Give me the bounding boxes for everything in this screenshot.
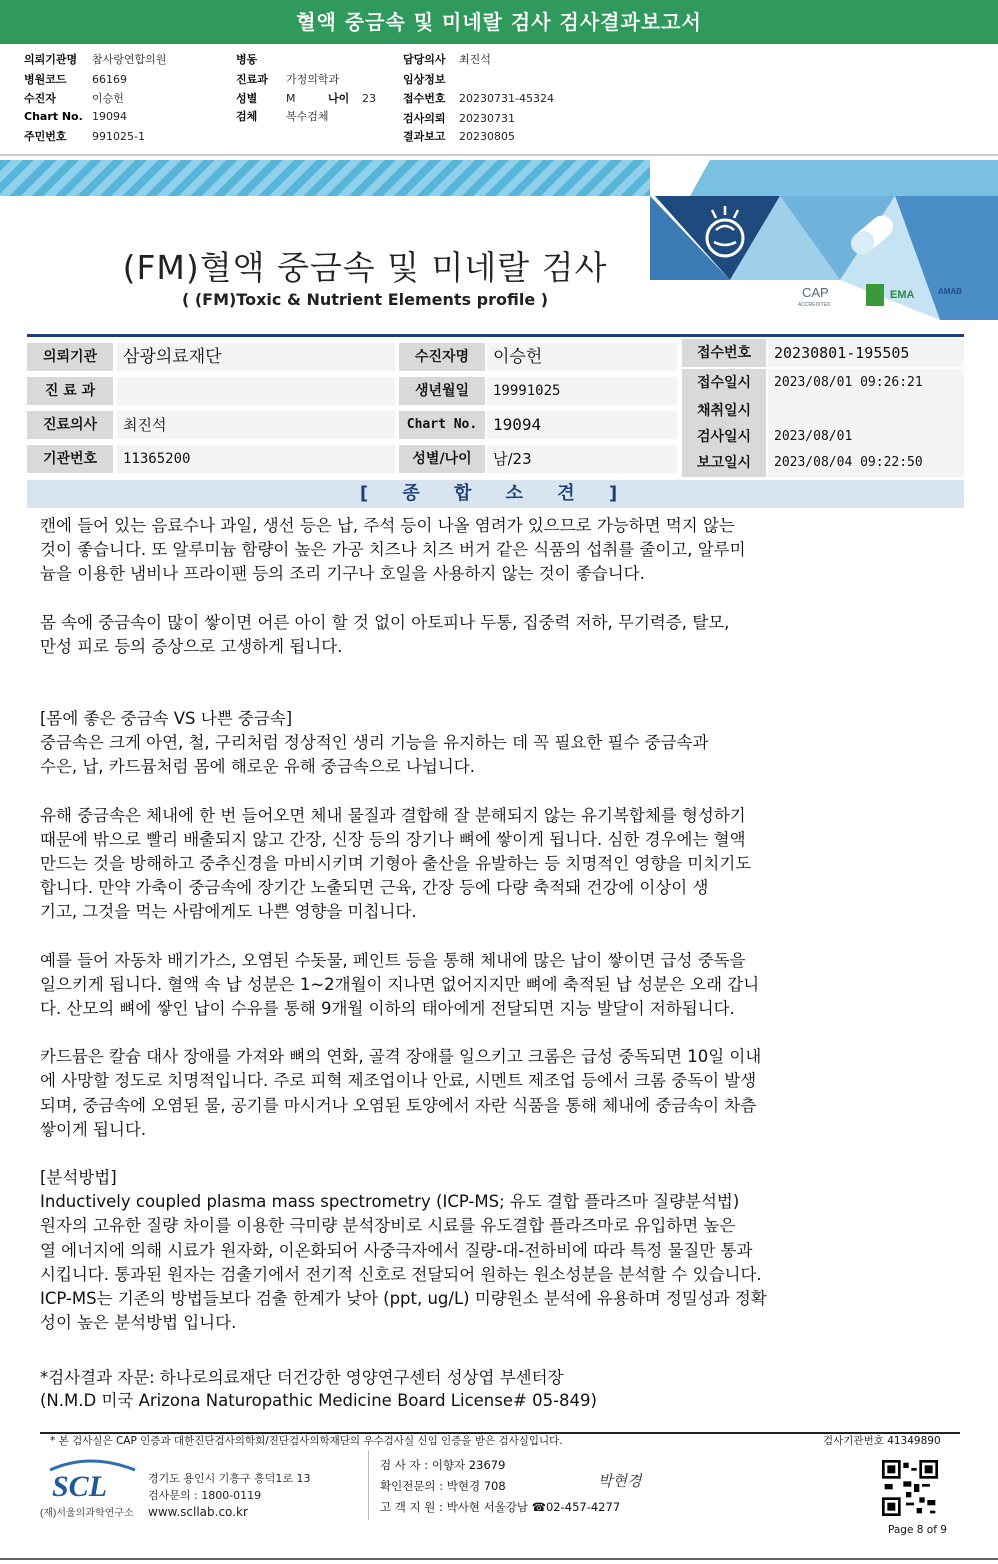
label-org-no: 기관번호 — [27, 445, 113, 473]
paragraph: 몸 속에 중금속이 많이 쌓이면 어른 아이 할 것 없이 아토피나 두통, 집중력 저하, 무기력증, 탈모, 만성 피로 등의 증상으로 고생하게 됩니다. — [40, 612, 730, 656]
value-test-date: 2023/08/01 — [768, 423, 964, 451]
label-receipt-time: 접수일시 — [682, 369, 766, 397]
value-sex-age: 남/23 — [487, 445, 677, 473]
support-info: 고 객 지 원 : 박사현 서울강남 ☎02-457-4277 — [380, 1500, 621, 1514]
report-title: (FM)혈액 중금속 및 미네랄 검사 — [122, 248, 608, 287]
header-patient: 수진자 이승헌 — [24, 92, 124, 105]
summary-body — [40, 514, 880, 1335]
value-patient: 이승헌 — [487, 343, 677, 371]
paragraph: 예를 들어 자동차 배기가스, 오염된 수돗물, 페인트 등을 통해 체내에 많은 납이 쌓이면 급성 중독을 일으키게 됩니다. 혈액 속 납 성분은 1~2개월이 지나면 없어지지만 뼈에 축적된 납 성분은 오래 갑니 다. 산모의 뼈에 쌓인 납이 수유를 통해 9개월 이하의 태아에게 전달되면 지능 발달이 저하됩니다. — [40, 950, 760, 1019]
value-receipt-no: 20230801-195505 — [768, 339, 964, 367]
header-doctor: 담당의사 최진석 — [403, 53, 491, 66]
label-receipt-no: 접수번호 — [682, 339, 766, 367]
paragraph: [몸에 좋은 중금속 VS 나쁜 중금속] 중금속은 크게 아연, 철, 구리처럼 정상적인 생리 기능을 유지하는 데 꼭 필요한 필수 중금속과 수은, 납, 카드뮴처럼 몸에 해로운 유해 중금속으로 나뉩니다. — [40, 709, 709, 777]
amab-logo: AMAB — [938, 287, 962, 296]
scl-logo — [40, 1450, 140, 1520]
label-doctor: 진료의사 — [27, 411, 113, 439]
header-result-report: 결과보고 20230805 — [403, 130, 515, 143]
header-specimen: 검체 복수검체 — [236, 110, 329, 123]
header-sex: 성별 M — [236, 92, 296, 105]
certification-note: * 본 검사실은 CAP 인증과 대한진단검사의학회/진단검사의학재단의 우수검사실 신임 인증을 받은 검사실입니다. — [50, 1435, 563, 1447]
lab-website[interactable]: www.scllab.co.kr — [148, 1505, 248, 1519]
consult-note — [40, 1366, 920, 1412]
label-dept: 진 료 과 — [27, 377, 113, 405]
paragraph: 캔에 들어 있는 음료수나 과일, 생선 등은 납, 주석 등이 나올 염려가 있으므로 가능하면 먹지 않는 것이 좋습니다. 또 알루미늄 함량이 높은 가공 치즈나 치즈 버거 같은 식품의 섭취를 줄이고, 알루미 늄을 이용한 냄비나 프라이팬 등의 조리 기구나 호일을 사용하지 않는 것이 좋습니다. — [40, 516, 746, 584]
header-resident-no: 주민번호 991025-1 — [24, 130, 145, 143]
label-report-date: 보고일시 — [682, 449, 766, 477]
value-doctor: 최진석 — [117, 411, 395, 439]
footer-separator — [368, 1450, 369, 1520]
value-birth: 19991025 — [487, 377, 677, 405]
report-subtitle: ( (FM)Toxic & Nutrient Elements profile ) — [181, 290, 549, 309]
svg-text:(재)서울의과학연구소: (재)서울의과학연구소 — [40, 1508, 134, 1519]
header-ward: 병동 — [236, 53, 258, 66]
qr-code[interactable] — [882, 1460, 938, 1516]
header-requester: 의뢰기관명 참사랑연합의원 — [24, 53, 167, 66]
ema-logo: EMA — [890, 289, 915, 301]
header-clinical-info: 임상정보 — [403, 73, 446, 86]
cap-logo-sub: ACCREDITED — [798, 302, 831, 308]
svg-text:SCL: SCL — [52, 1470, 108, 1503]
value-collect — [768, 397, 964, 425]
cap-logo: CAP — [802, 285, 829, 300]
request-header — [0, 44, 998, 156]
value-dept — [117, 377, 395, 405]
patient-info-table — [27, 334, 964, 474]
consult-line: *검사결과 자문: 하나로의료재단 더건강한 영양연구센터 성상엽 부센터장 — [40, 1368, 564, 1387]
lm-logo — [866, 284, 884, 306]
report-banner: 혈액 중금속 및 미네랄 검사 검사결과보고서 — [0, 0, 998, 44]
page-bottom-border — [0, 1558, 998, 1560]
paragraph: 카드뮴은 칼슘 대사 장애를 가져와 뼈의 연화, 골격 장애를 일으키고 크롬은 급성 중독되면 10일 이내 에 사망할 정도로 치명적입니다. 주로 피혁 제조업이나 안료, 시멘트 제조업 등에서 크롬 중독이 발생 되며, 중금속에 오염된 물, 공기를 마시거나 오염된 토양에서 자란 식품을 통해 체내에 중금속이 차츰 쌓이게 됩니다. — [40, 1047, 762, 1139]
summary-heading: [ 종 합 소 견 ] — [27, 480, 964, 508]
value-report-date: 2023/08/04 09:22:50 — [768, 449, 964, 477]
lab-org-number: 검사기관번호 41349890 — [823, 1435, 941, 1447]
decorative-stripe — [0, 160, 660, 196]
header-hospital-code: 병원코드 66169 — [24, 73, 127, 86]
label-patient: 수진자명 — [399, 343, 485, 371]
label-birth: 생년월일 — [399, 377, 485, 405]
header-test-request: 검사의뢰 20230731 — [403, 112, 515, 125]
consult-license: (N.M.D 미국 Arizona Naturopathic Medicine Board License# 05-849) — [40, 1391, 597, 1410]
value-requester: 삼광의료재단 — [117, 343, 395, 371]
paragraph: 유해 중금속은 체내에 한 번 들어오면 체내 물질과 결합해 잘 분해되지 않는 유기복합체를 형성하기 때문에 밖으로 빨리 배출되지 않고 간장, 신장 등의 장기나 뼈에 쌓이게 됩니다. 심한 경우에는 혈액 만드는 것을 방해하고 중추신경을 마비시키며 기형아 출산을 유발하는 등 치명적인 영향을 미치기도 합니다. 만약 가축이 중금속에 장기간 노출되면 근육, 간장 등에 다량 축적돼 건강에 이상이 생 기고, 그것을 먹는 사람에게도 나쁜 영향을 미칩니다. — [40, 805, 752, 922]
label-requester: 의뢰기관 — [27, 343, 113, 371]
header-dept: 진료과 가정의학과 — [236, 73, 340, 86]
label-sex-age: 성별/나이 — [399, 445, 485, 473]
label-collect: 채취일시 — [682, 397, 766, 425]
tester-info: 검 사 자 : 이향자 23679 — [380, 1458, 506, 1472]
value-receipt-time: 2023/08/01 09:26:21 — [768, 369, 964, 397]
header-chart: Chart No. 19094 — [24, 110, 127, 123]
paragraph: [분석방법] Inductively coupled plasma mass spectrometry (ICP-MS; 유도 결합 플라즈마 질량분석법) 원자의 고유한 질량 차이를 이용한 극미량 분석장비로 시료를 유도결합 플라즈마로 유입하면 높은 열 에너지에 의해 시료가 원자화, 이온화되어 사중극자에서 질량-대-전하비에 따라 특정 물질만 통과 시킵니다. 통과된 원자는 검출기에서 전기적 신호로 전달되어 원하는 원소성분을 분석할 수 있습니다. ICP-MS는 기존의 방법들보다 검출 한계가 낮아 (ppt, ug/L) 미량원소 분석에 유용하며 정밀성과 정확 성이 높은 분석방법 입니다. — [40, 1168, 767, 1333]
specialist-signature: 박현경 — [598, 1472, 642, 1490]
label-chart: Chart No. — [399, 411, 485, 439]
lab-phone: 검사문의 : 1800-0119 — [148, 1489, 262, 1502]
lab-address: 경기도 용인시 기흥구 흥덕1로 13 — [148, 1472, 311, 1485]
value-org-no: 11365200 — [117, 445, 395, 473]
label-test-date: 검사일시 — [682, 423, 766, 451]
header-age: 나이 23 — [328, 92, 376, 105]
header-receipt-no: 접수번호 20230731-45324 — [403, 92, 554, 105]
specialist-info: 확인전문의 : 박현경 708 — [380, 1479, 506, 1493]
value-chart: 19094 — [487, 411, 677, 439]
page-number: Page 8 of 9 — [888, 1524, 947, 1536]
